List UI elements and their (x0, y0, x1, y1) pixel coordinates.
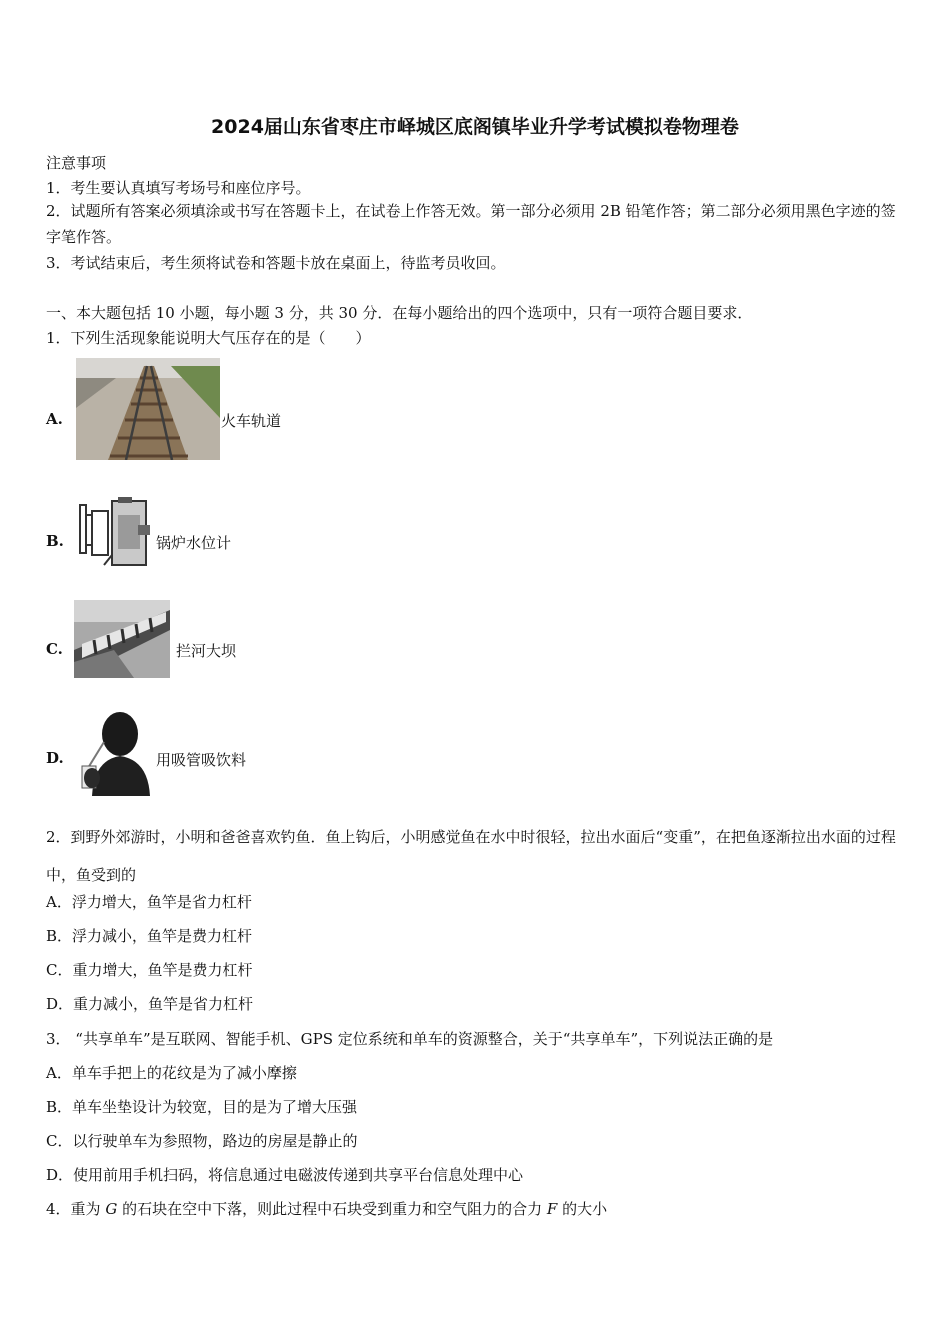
notice-heading: 注意事项 (46, 154, 107, 172)
q1-stem: 1．下列生活现象能说明大气压存在的是（ ） (46, 329, 371, 347)
q1-option-b-letter: B. (46, 532, 64, 550)
q1-option-a-caption: 火车轨道 (221, 412, 282, 430)
q2-option-b: B．浮力减小，鱼竿是费力杠杆 (46, 927, 253, 945)
q1-option-d-caption: 用吸管吸饮料 (156, 751, 247, 769)
straw-drinking-image (78, 708, 152, 796)
q3-option-b: B．单车坐垫设计为较宽，目的是为了增大压强 (46, 1098, 358, 1116)
q2-option-a: A．浮力增大，鱼竿是省力杠杆 (46, 893, 252, 911)
q1-option-c-caption: 拦河大坝 (176, 642, 237, 660)
q3-option-a: A．单车手把上的花纹是为了减小摩擦 (46, 1064, 297, 1082)
q2-option-d: D．重力减小，鱼竿是省力杠杆 (46, 995, 254, 1013)
q2-option-c: C．重力增大，鱼竿是费力杠杆 (46, 961, 253, 979)
q4-stem-part-3: 的大小 (562, 1200, 608, 1218)
q1-option-c-letter: C. (46, 640, 63, 658)
section-heading: 一、本大题包括 10 小题，每小题 3 分，共 30 分．在每小题给出的四个选项中，只有一项符合题目要求． (46, 304, 753, 322)
river-dam-image (74, 600, 170, 678)
q4-stem-part-2: 的石块在空中下落，则此过程中石块受到重力和空气阻力的合力 (122, 1200, 543, 1218)
notice-item-1: 1．考生要认真填写考场号和座位序号。 (46, 179, 311, 197)
q2-stem: 2．到野外郊游时，小明和爸爸喜欢钓鱼．鱼上钩后，小明感觉鱼在水中时很轻，拉出水面后“变重”，在把鱼逐渐拉出水面的过程中，鱼受到的 (46, 828, 896, 884)
q4-var-g: G (105, 1200, 118, 1218)
q1-option-a-letter: A. (46, 410, 63, 428)
q3-stem: 3． “共享单车”是互联网、智能手机、GPS 定位系统和单车的资源整合，关于“共享单车”，下列说法正确的是 (46, 1030, 774, 1048)
boiler-gauge-image (76, 495, 154, 569)
q4-stem (46, 1198, 607, 1219)
notice-item-2: 2．试题所有答案必须填涂或书写在答题卡上，在试卷上作答无效。第一部分必须用 2B 铅笔作答；第二部分必须用黑色字迹的签字笔作答。 (46, 202, 896, 246)
notice-item-3: 3．考试结束后，考生须将试卷和答题卡放在桌面上，待监考员收回。 (46, 254, 506, 272)
q4-var-f: F (546, 1200, 558, 1218)
q3-option-c: C．以行驶单车为参照物，路边的房屋是静止的 (46, 1132, 358, 1150)
q1-option-d-letter: D. (46, 749, 64, 767)
page-title: 2024届山东省枣庄市峄城区底阁镇毕业升学考试模拟卷物理卷 (211, 116, 739, 138)
q3-option-d: D．使用前用手机扫码，将信息通过电磁波传递到共享平台信息处理中心 (46, 1166, 524, 1184)
railway-track-image (76, 358, 220, 460)
q4-stem-part-1: 4．重为 (46, 1200, 101, 1218)
q1-option-b-caption: 锅炉水位计 (156, 534, 232, 552)
